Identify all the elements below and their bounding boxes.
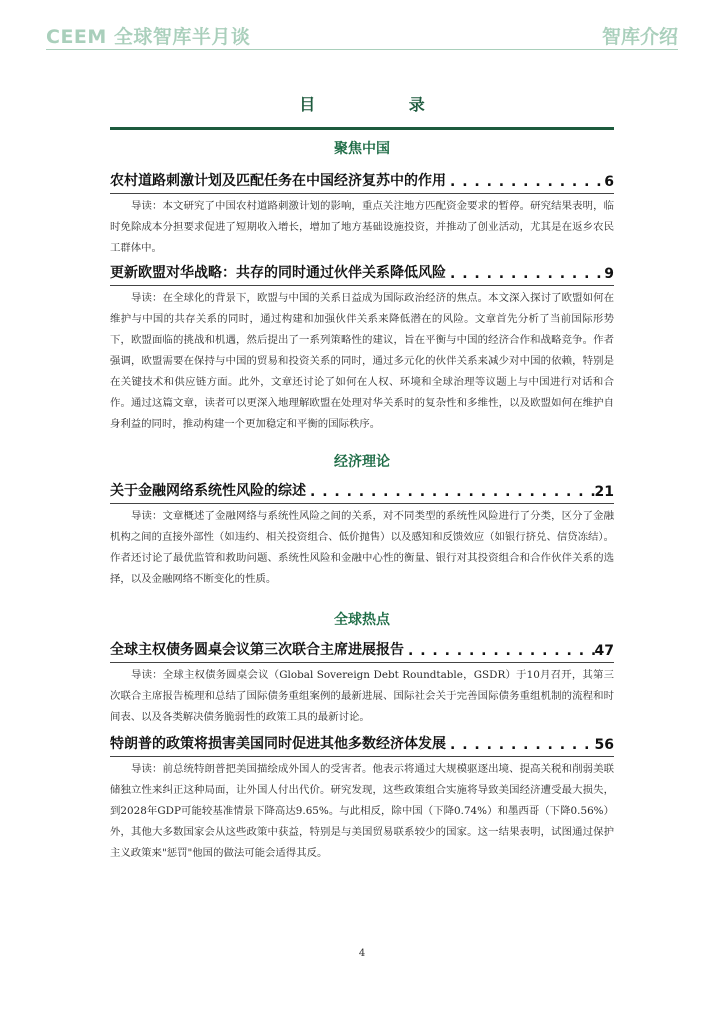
page-number: 4 <box>358 948 366 959</box>
toc-entry-title: 全球主权债务圆桌会议第三次联合主席进展报告 <box>110 642 404 658</box>
toc-entry-divider <box>110 662 614 663</box>
page-header <box>0 0 724 56</box>
toc-entry[interactable] <box>110 168 614 190</box>
toc-entry-divider <box>110 285 614 286</box>
toc-entry-divider <box>110 756 614 757</box>
header-brand: CEEM 全球智库半月谈 <box>46 26 251 48</box>
toc-entry-title: 特朗普的政策将损害美国同时促进其他多数经济体发展 <box>110 736 446 752</box>
toc-leader-dots <box>446 266 604 282</box>
toc-leader-dots <box>306 484 595 500</box>
header-divider <box>46 49 678 50</box>
toc-entry-page: 56 <box>594 737 614 753</box>
toc-entry[interactable] <box>110 637 614 659</box>
toc-entry-summary: 导读：在全球化的背景下，欧盟与中国的关系日益成为国际政治经济的焦点。本文深入探讨了欧盟如何在维护与中国的共存关系的同时，通过构建和加强伙伴关系来降低潜在的风险。文章首先分析了当前国际形势下，欧盟面临的挑战和机遇，然后提出了一系列策略性的建议，旨在平衡与中国的经济合作和战略竞争。作者强调，欧盟需要在保持与中国的贸易和投资关系的同时，通过多元化的伙伴关系来减少对中国的依赖，特别是在关键技术和供应链方面。此外，文章还讨论了如何在人权、环境和全球治理等议题上与中国进行对话和合作。通过这篇文章，读者可以更深入地理解欧盟在处理对华关系时的复杂性和多维性，以及欧盟如何在维护自身利益的同时，推动构建一个更加稳定和平衡的国际秩序。 <box>110 292 614 430</box>
toc-entry-title: 关于金融网络系统性风险的综述 <box>110 483 306 499</box>
toc-entry-summary: 导读：全球主权债务圆桌会议（Global Sovereign Debt Roundtable，GSDR）于10月召开，其第三次联合主席报告梳理和总结了国际债务重组案例的最新进展、国际社会关于完善国际债务重组机制的流程和时间表、以及各类解决债务脆弱性的政策工具的最新讨论。 <box>110 669 614 723</box>
toc-leader-dots <box>446 737 595 753</box>
toc-entry-page: 21 <box>594 484 614 500</box>
toc-leader-dots <box>404 643 595 659</box>
toc-entry[interactable] <box>110 731 614 753</box>
toc-entry-divider <box>110 193 614 194</box>
toc-entry-summary: 导读：本文研究了中国农村道路刺激计划的影响，重点关注地方匹配资金要求的暂停。研究结果表明，临时免除成本分担要求促进了短期收入增长，增加了地方基础设施投资，并推动了创业活动，尤其是在返乡农民工群体中。 <box>110 200 614 254</box>
toc-entry-title: 农村道路刺激计划及匹配任务在中国经济复苏中的作用 <box>110 173 446 189</box>
toc-entry-summary: 导读：文章概述了金融网络与系统性风险之间的关系，对不同类型的系统性风险进行了分类，区分了金融机构之间的直接外部性（如违约、相关投资组合、低价抛售）以及感知和反馈效应（如银行挤兑、信贷冻结）。作者还讨论了最优监管和救助问题、系统性风险和金融中心性的衡量、银行对其投资组合和合作伙伴关系的选择，以及金融网络不断变化的性质。 <box>110 510 614 585</box>
toc-title: 目 录 <box>299 95 469 114</box>
toc-entry-page: 6 <box>604 174 614 190</box>
toc-entry[interactable] <box>110 478 614 500</box>
toc-entry-divider <box>110 503 614 504</box>
toc-entry[interactable] <box>110 260 614 282</box>
toc-entry-page: 9 <box>604 266 614 282</box>
section-heading-global-hotspots: 全球热点 <box>334 612 390 628</box>
toc-entry-title: 更新欧盟对华战略：共存的同时通过伙伴关系降低风险 <box>110 265 446 281</box>
section-heading-focus-china: 聚焦中国 <box>334 141 390 157</box>
toc-leader-dots <box>446 174 604 190</box>
toc-title-divider <box>110 127 614 130</box>
toc-entry-summary: 导读：前总统特朗普把美国描绘成外国人的受害者。他表示将通过大规模驱逐出境、提高关税和削弱美联储独立性来纠正这种局面，让外国人付出代价。研究发现，这些政策组合实施将导致美国经济遭受最大损失，到2028年GDP可能较基准情景下降高达9.65%。与此相反，除中国（下降0.74%）和墨西哥（下降0.56%）外，其他大多数国家会从这些政策中获益，特别是与美国贸易联系较少的国家。这一结果表明，试图通过保护主义政策来"惩罚"他国的做法可能会适得其反。 <box>110 763 614 859</box>
section-heading-economic-theory: 经济理论 <box>334 454 390 470</box>
toc-entry-page: 47 <box>594 643 614 659</box>
header-section-label: 智库介绍 <box>601 26 678 48</box>
